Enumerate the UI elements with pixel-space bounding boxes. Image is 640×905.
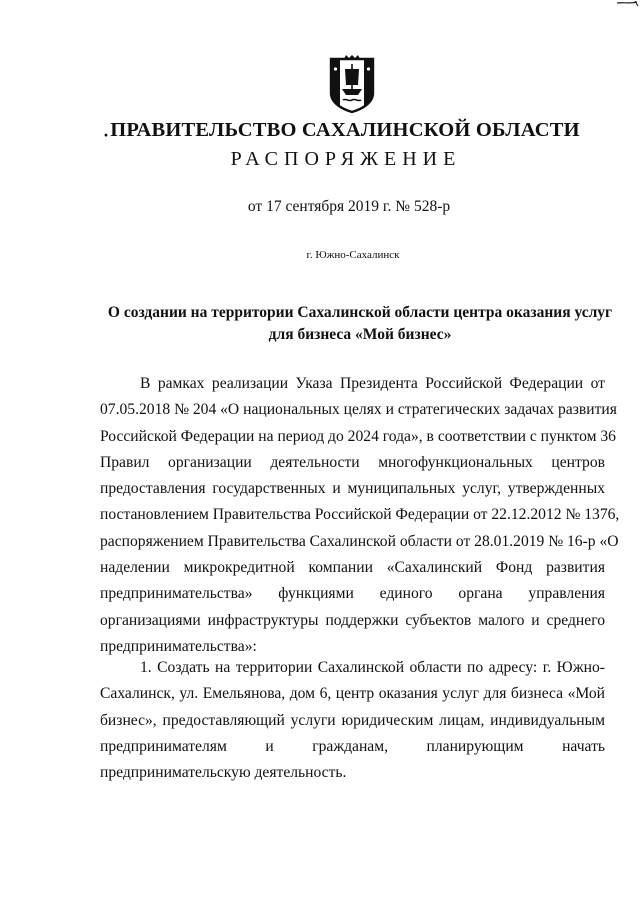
text-line: 1. Создать на территории Сахалинской области по адресу: г. Южно- bbox=[140, 659, 605, 676]
subject-line: О создании на территории Сахалинской области центра оказания услуг bbox=[107, 304, 613, 321]
text-line: предпринимателям и гражданам, планирующим начать bbox=[100, 737, 605, 755]
text-line: организациями инфраструктуры поддержки субъектов малого и среднего bbox=[100, 611, 605, 629]
pen-mark-icon bbox=[615, 0, 640, 14]
text-line: Российской Федерации на период до 2024 года», в соответствии с пунктом 36 bbox=[100, 427, 616, 445]
document-type: РАСПОРЯЖЕНИЕ bbox=[230, 148, 462, 170]
text-line: постановлением Правительства Российской Федерации от 22.12.2012 № 1376, bbox=[100, 506, 620, 524]
government-title: ПРАВИТЕЛЬСТВО САХАЛИНСКОЙ ОБЛАСТИ bbox=[110, 119, 580, 141]
text-line: Правил организации деятельности многофункциональных центров bbox=[100, 453, 605, 471]
text-line: Сахалинск, ул. Емельянова, дом 6, центр оказания услуг для бизнеса «Мой bbox=[100, 685, 605, 703]
document-date-number: от 17 сентября 2019 г. № 528-р bbox=[247, 198, 451, 215]
subject-line: для бизнеса «Мой бизнес» bbox=[268, 326, 452, 343]
text-line: предоставления государственных и муниципальных услуг, утвержденных bbox=[100, 480, 605, 498]
sakhalin-coat-of-arms-icon bbox=[327, 55, 377, 113]
text-line: предпринимательства»: bbox=[100, 637, 257, 655]
text-line: бизнес», предоставляющий услуги юридическим лицам, индивидуальным bbox=[100, 711, 605, 729]
paragraph-item-1 bbox=[100, 655, 605, 786]
document-subject bbox=[100, 302, 620, 346]
text-line: наделении микрокредитной компании «Сахалинский Фонд развития bbox=[100, 559, 605, 577]
text-line: предпринимательства» функциями единого органа управления bbox=[100, 585, 605, 603]
text-line: В рамках реализации Указа Президента Российской Федерации от bbox=[140, 375, 605, 392]
text-line: предпринимательскую деятельность. bbox=[100, 764, 347, 782]
paragraph-preamble bbox=[100, 371, 620, 660]
bullet-mark: · bbox=[103, 125, 110, 145]
text-line: 07.05.2018 № 204 «О национальных целях и стратегических задачах развития bbox=[100, 401, 617, 419]
document-city: г. Южно-Сахалинск bbox=[306, 249, 400, 261]
text-line: распоряжением Правительства Сахалинской области от 28.01.2019 № 16-р «О bbox=[100, 532, 619, 550]
